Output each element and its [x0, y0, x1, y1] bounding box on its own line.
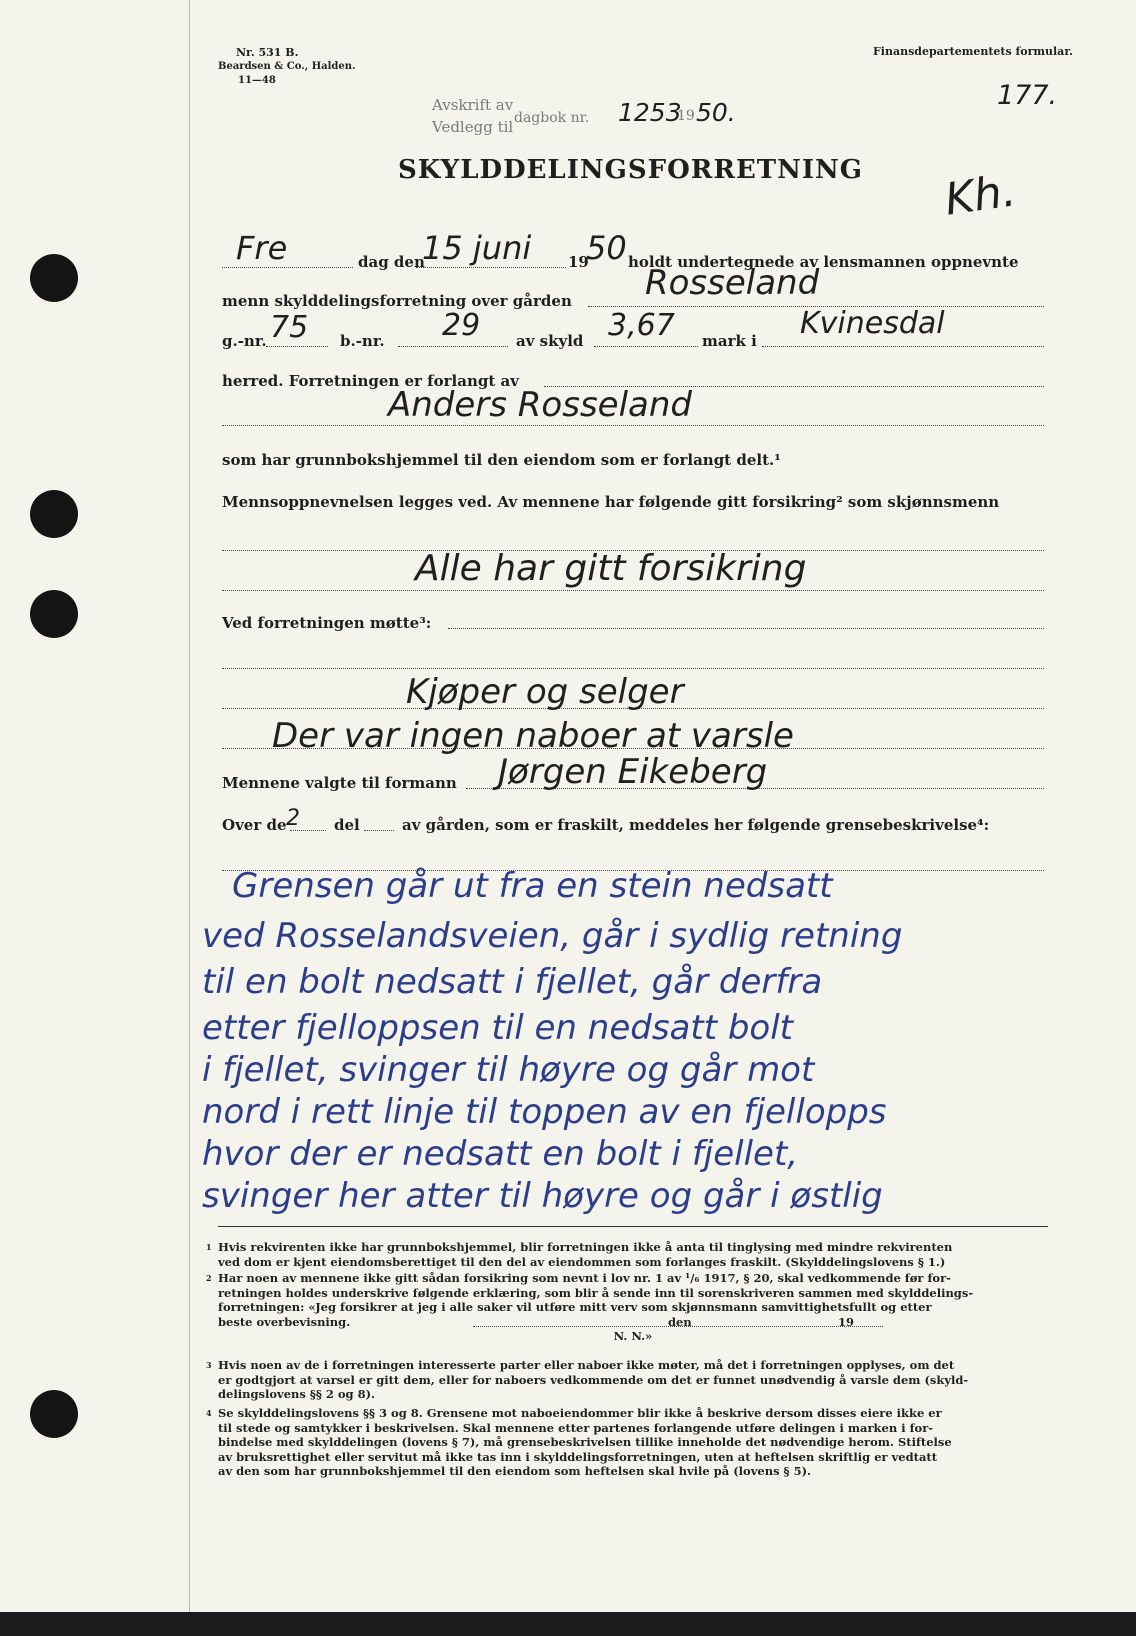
footnote-line: retningen holdes underskrive følgende erklæring, som blir å sende inn til sorenskriveren sammen med skylddelings- — [218, 1285, 974, 1300]
footnote-1 — [206, 1240, 1048, 1269]
boundary-line: nord i rett linje til toppen av en fjellopps — [202, 1092, 887, 1132]
attendees-line-2 — [222, 668, 1044, 669]
assurance-value: Alle har gitt forsikring — [415, 548, 807, 589]
weekday-value: Fre — [236, 229, 288, 267]
bnr-label: b.-nr. — [340, 332, 385, 350]
gnr-line — [266, 346, 328, 347]
holdt-label: holdt undertegnede av lensmannen oppnevnte — [628, 253, 1019, 271]
requester-value: Anders Rosseland — [388, 385, 692, 425]
dagbok-year: 50. — [696, 98, 736, 127]
bnr-line — [398, 346, 508, 347]
boundary-line: Grensen går ut fra en stein nedsatt — [232, 866, 833, 906]
footnote-line: bindelse med skylddelingen (lovens § 7), må grensebeskrivelsen tillike inneholde det nødvendige herom. Stiftelse — [218, 1435, 952, 1449]
weekday-line — [222, 267, 353, 268]
date-line — [416, 267, 566, 268]
dag-den-label: dag den — [358, 253, 425, 271]
form-number: Nr. 531 B. — [236, 46, 299, 59]
part-value: 2 — [286, 806, 300, 831]
chairman-label: Mennene valgte til formann — [222, 774, 457, 792]
del-line — [364, 830, 394, 831]
bnr-value: 29 — [442, 308, 481, 343]
punch-hole — [30, 254, 78, 302]
stamp-dagbok: dagbok nr. — [514, 110, 590, 126]
over-de-label: Over de — [222, 816, 287, 834]
gnr-label: g.-nr. — [222, 332, 267, 350]
footnote-line: er godtgjort at varsel er gitt dem, eller for naboers vedkommende om det er funnet unødvendig å varsle dem (skyld- — [218, 1372, 969, 1387]
footnote-number: 1 — [206, 1242, 212, 1252]
stamp-vedlegg: Vedlegg til — [432, 118, 514, 136]
footnote-line: Hvis noen av de i forretningen interesserte parter eller naboer ikke møter, må det i forretningen opplyses, om det — [218, 1358, 955, 1372]
menn-label: menn skylddelingsforretning over gården — [222, 292, 572, 310]
footnote-line: Se skylddelingslovens §§ 3 og 8. Grensene mot naboeiendommer blir ikke å beskrive dersom disses eiere ikke er — [218, 1406, 942, 1420]
grensebeskrivelse-label: av gården, som er fraskilt, meddeles her følgende grensebeskrivelse⁴: — [402, 816, 990, 834]
footnote2-year: 19 — [838, 1314, 855, 1329]
year-value: 50 — [586, 229, 627, 267]
mennsopp-text: Mennsoppnevnelsen legges ved. Av mennene har følgende gitt forsikring² som skjønnsmenn — [222, 493, 1000, 511]
footnote-line: forretningen: «Jeg forsikrer at jeg i alle saker vil utføre mitt verv som skjønnsmann samvittighetsfullt og etter — [218, 1300, 932, 1314]
footnote-line: delingslovens §§ 2 og 8). — [218, 1387, 376, 1401]
footnote-divider — [218, 1226, 1048, 1227]
footnote-2 — [206, 1271, 1048, 1344]
boundary-line: til en bolt nedsatt i fjellet, går derfra — [202, 962, 823, 1002]
part-line — [290, 830, 326, 831]
footnote2-sign: N. N.» — [613, 1329, 653, 1343]
footnote-line: av den som har grunnbokshjemmel til den eiendom som heftelsen skal hvile på (lovens § 5). — [218, 1464, 812, 1478]
margin-rule — [189, 0, 190, 1612]
page-number: 177. — [997, 80, 1058, 111]
footnote-line: Hvis rekvirenten ikke har grunnbokshjemmel, blir forretningen ikke å anta til tinglysing med mindre rekvirenten — [218, 1240, 953, 1254]
mark-i-label: mark i — [702, 332, 757, 350]
ved-forretningen-label: Ved forretningen møtte³: — [222, 614, 432, 632]
footnote-line: beste overbevisning. — [218, 1314, 351, 1329]
punch-hole — [30, 590, 78, 638]
attendees-line-1 — [448, 628, 1044, 629]
municipality-line — [762, 346, 1044, 347]
skyld-line — [594, 346, 698, 347]
punch-hole — [30, 1390, 78, 1438]
footnote-line: til stede og samtykker i beskrivelsen. Skal mennene etter partenes forlangende utføre delingen i marken i for- — [218, 1420, 934, 1435]
boundary-line: ved Rosselandsveien, går i sydlig retning — [202, 916, 903, 956]
requester-line — [222, 425, 1044, 426]
boundary-line: hvor der er nedsatt en bolt i fjellet, — [202, 1134, 799, 1174]
footnote-3 — [206, 1358, 1048, 1402]
municipality-value: Kvinesdal — [800, 306, 945, 341]
assurance-line-2 — [222, 590, 1044, 591]
footnote-number: 3 — [206, 1360, 212, 1370]
boundary-line: i fjellet, svinger til høyre og går mot — [202, 1050, 815, 1090]
boundary-line: etter fjelloppsen til en nedsatt bolt — [202, 1008, 793, 1048]
skyld-value: 3,67 — [608, 308, 675, 343]
footnote-4 — [206, 1406, 1048, 1479]
stamp-avskrift: Avskrift av — [432, 96, 514, 114]
punch-hole — [30, 490, 78, 538]
year-prefix: 19 — [568, 253, 589, 271]
document-title: SKYLDDELINGSFORRETNING — [398, 155, 864, 185]
footnote-number: 4 — [206, 1408, 212, 1418]
dagbok-number: 1253 — [618, 98, 682, 127]
scanner-edge — [0, 1612, 1136, 1636]
av-skyld-label: av skyld — [516, 332, 584, 350]
attendees-value-2: Der var ingen naboer at varsle — [272, 716, 794, 756]
footnote-line: ved dom er kjent eiendomsberettiget til den del av eiendommen som forlanges fraskilt. (Skylddelingslovens § 1.) — [218, 1254, 946, 1269]
print-date: 11—48 — [238, 75, 276, 86]
ministry-label: Finansdepartementets formular. — [873, 45, 1073, 58]
gnr-value: 75 — [270, 310, 309, 345]
del-label: del — [334, 816, 360, 834]
footnote-number: 2 — [206, 1273, 212, 1283]
footnote-line: av bruksrettighet eller servitut må ikke tas inn i skylddelingsforretningen, uten at heftelsen skriftlig er vedtatt — [218, 1449, 938, 1464]
herred-label: herred. Forretningen er forlangt av — [222, 372, 519, 390]
footnote2-den: den — [668, 1314, 692, 1329]
initials-signature: Kh. — [941, 165, 1019, 226]
chairman-value: Jørgen Eikeberg — [498, 752, 768, 792]
farm-value: Rosseland — [645, 263, 820, 303]
grunnbok-text: som har grunnbokshjemmel til den eiendom som er forlangt delt.¹ — [222, 451, 781, 469]
dagbok-year-prefix: 19 — [677, 108, 695, 124]
boundary-line: svinger her atter til høyre og går i østlig — [202, 1176, 883, 1216]
printer-name: Beardsen & Co., Halden. — [218, 61, 356, 72]
attendees-value-1: Kjøper og selger — [406, 672, 684, 712]
date-value: 15 juni — [422, 229, 532, 267]
footnote-line: Har noen av mennene ikke gitt sådan forsikring som nevnt i lov nr. 1 av ¹/₆ 1917, § 20, skal vedkommende før for- — [218, 1271, 951, 1285]
